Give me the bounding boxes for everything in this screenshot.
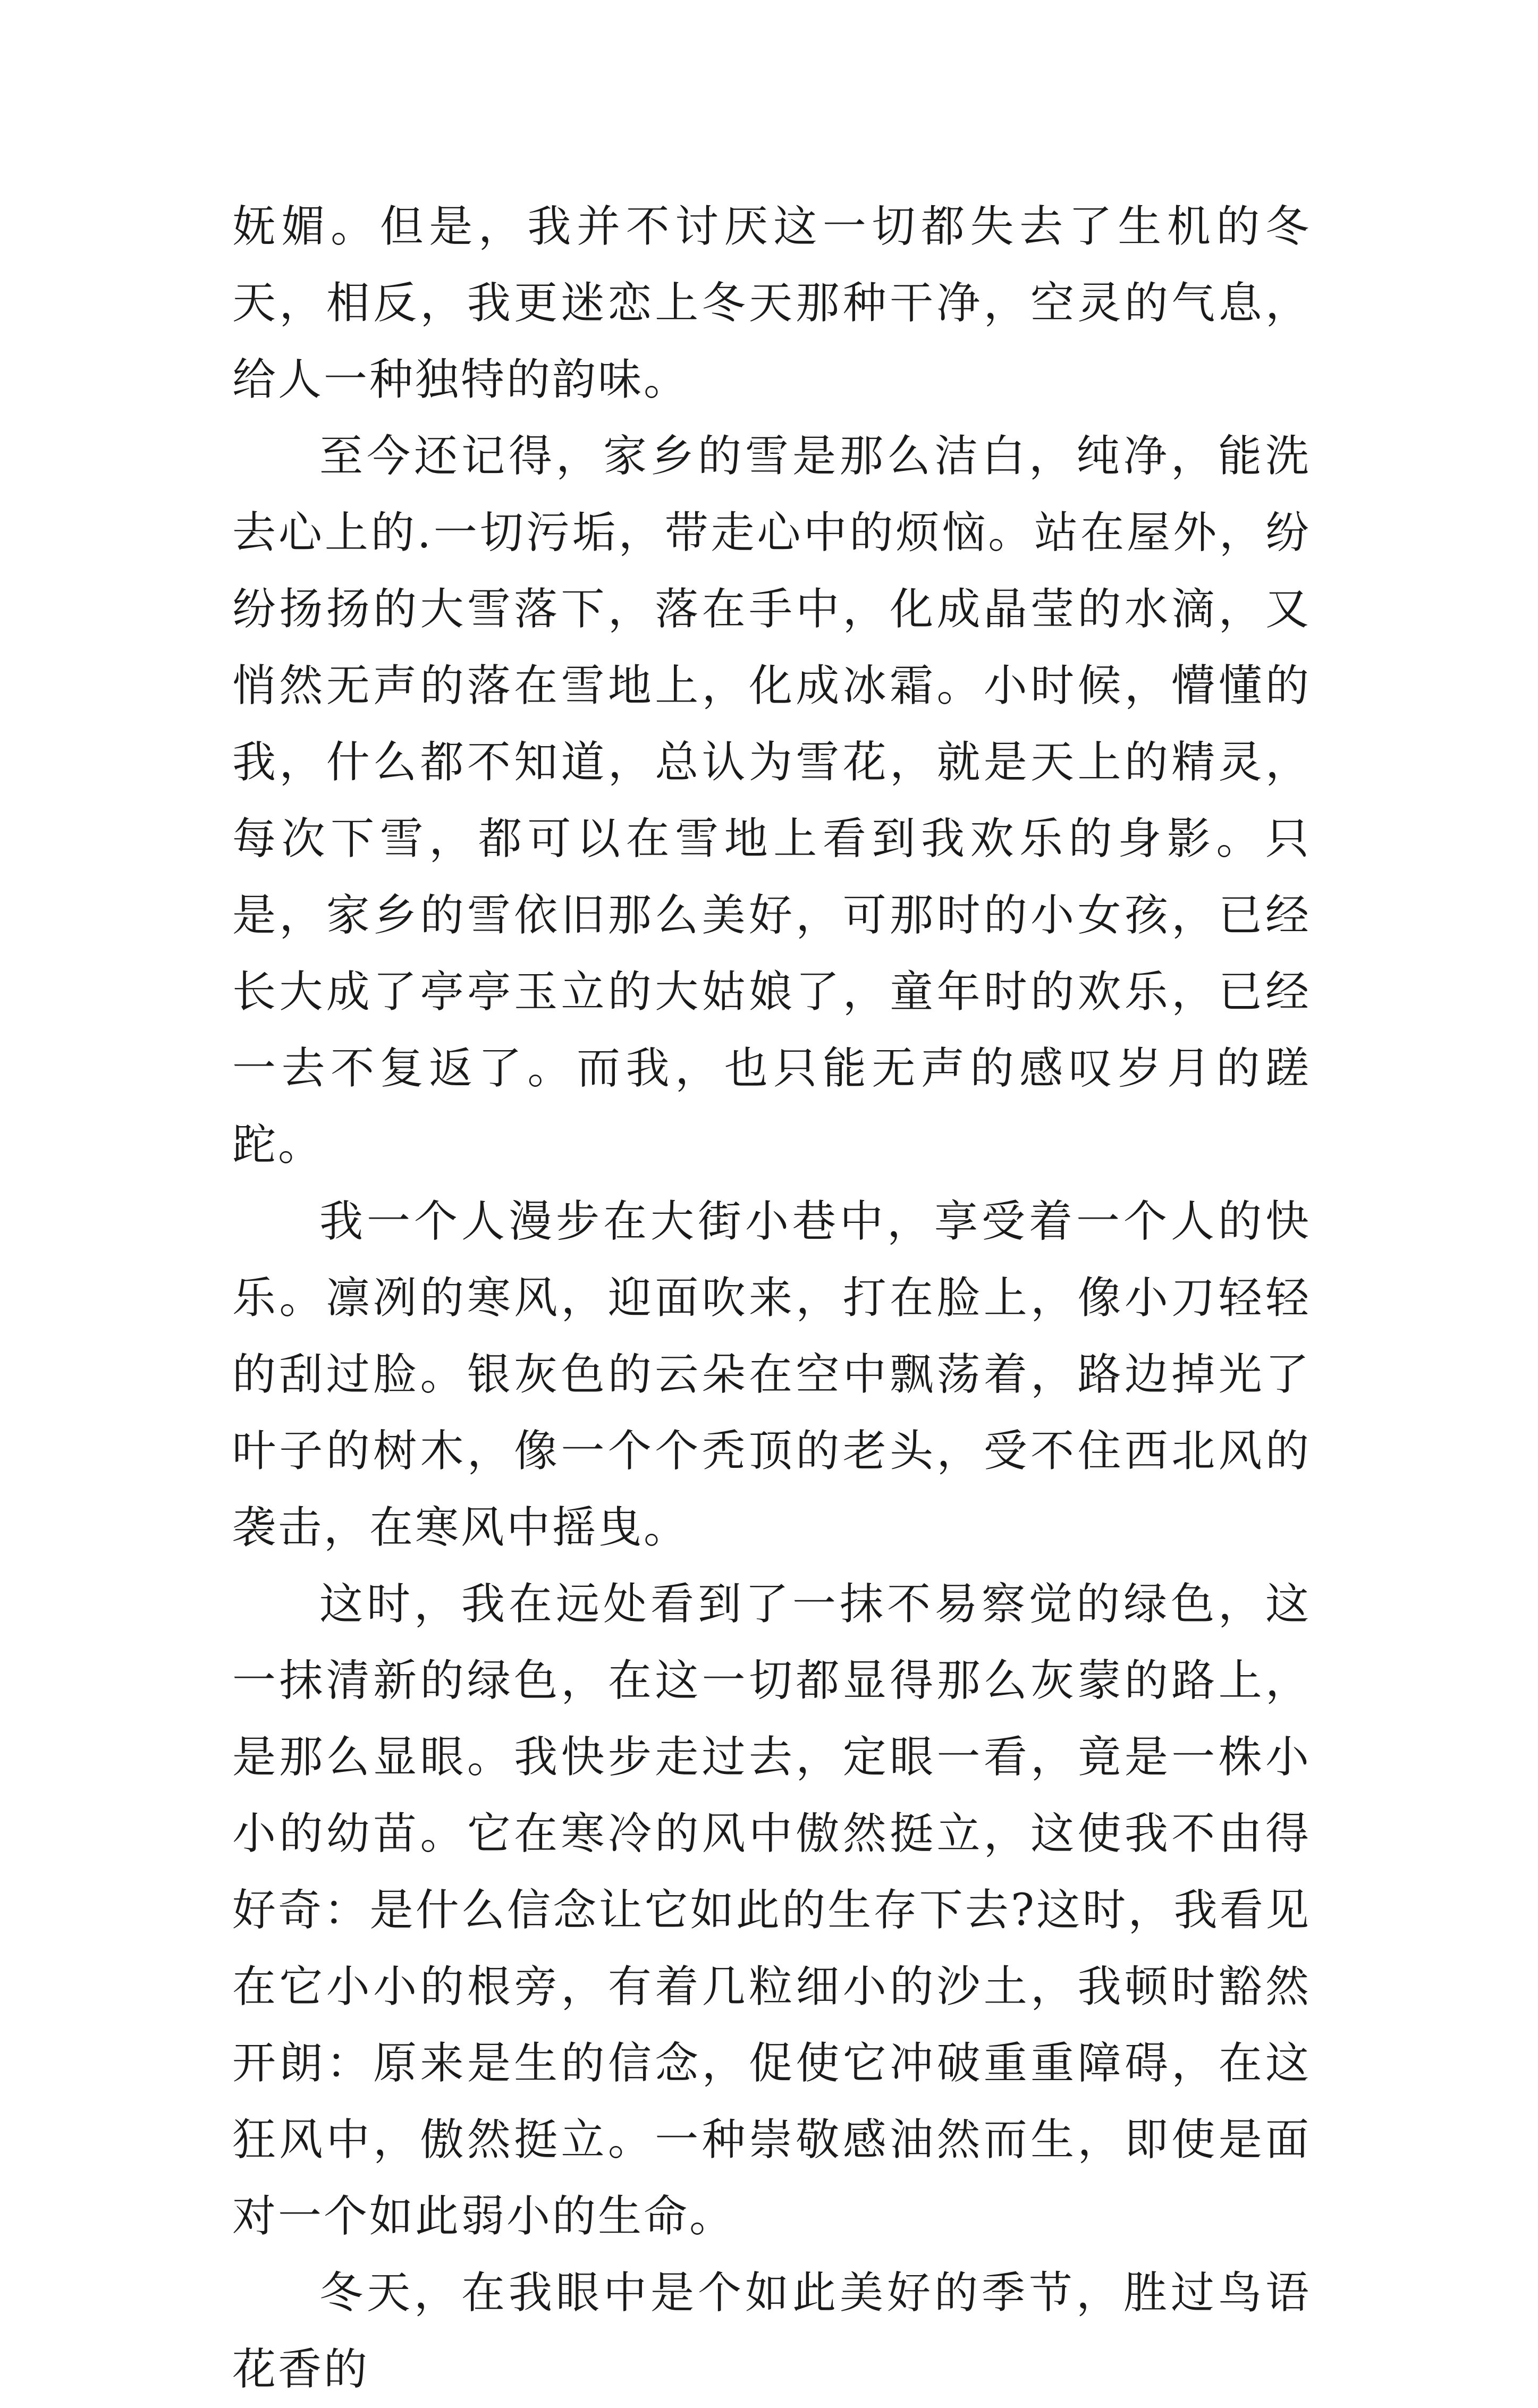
article-body bbox=[232, 189, 1311, 2408]
paragraph-2: 至今还记得，家乡的雪是那么洁白，纯净，能洗去心上的.一切污垢，带走心中的烦恼。站在屋外，纷纷扬扬的大雪落下，落在手中，化成晶莹的水滴，又悄然无声的落在雪地上，化成冰霜。小时候，懵懂的我，什么都不知道，总认为雪花，就是天上的精灵，每次下雪，都可以在雪地上看到我欢乐的身影。只是，家乡的雪依旧那么美好，可那时的小女孩，已经长大成了亭亭玉立的大姑娘了，童年时的欢乐，已经一去不复返了。而我，也只能无声的感叹岁月的蹉跎。 bbox=[232, 431, 1311, 1170]
paragraph-3: 我一个人漫步在大街小巷中，享受着一个人的快乐。凛冽的寒风，迎面吹来，打在脸上，像小刀轻轻的刮过脸。银灰色的云朵在空中飘荡着，路边掉光了叶子的树木，像一个个秃顶的老头，受不住西北风的袭击，在寒风中摇曳。 bbox=[232, 1196, 1311, 1553]
paragraph-5: 冬天，在我眼中是个如此美好的季节，胜过鸟语花香的 bbox=[232, 2268, 1311, 2395]
paragraph-4: 这时，我在远处看到了一抹不易察觉的绿色，这一抹清新的绿色，在这一切都显得那么灰蒙的路上，是那么显眼。我快步走过去，定眼一看，竟是一株小小的幼苗。它在寒冷的风中傲然挺立，这使我不由得好奇：是什么信念让它如此的生存下去?这时，我看见在它小小的根旁，有着几粒细小的沙土，我顿时豁然开朗：原来是生的信念，促使它冲破重重障碍，在这狂风中，傲然挺立。一种崇敬感油然而生，即使是面对一个如此弱小的生命。 bbox=[232, 1579, 1311, 2242]
paragraph-1: 妩媚。但是，我并不讨厌这一切都失去了生机的冬天，相反，我更迷恋上冬天那种干净，空灵的气息，给人一种独特的韵味。 bbox=[232, 201, 1311, 405]
